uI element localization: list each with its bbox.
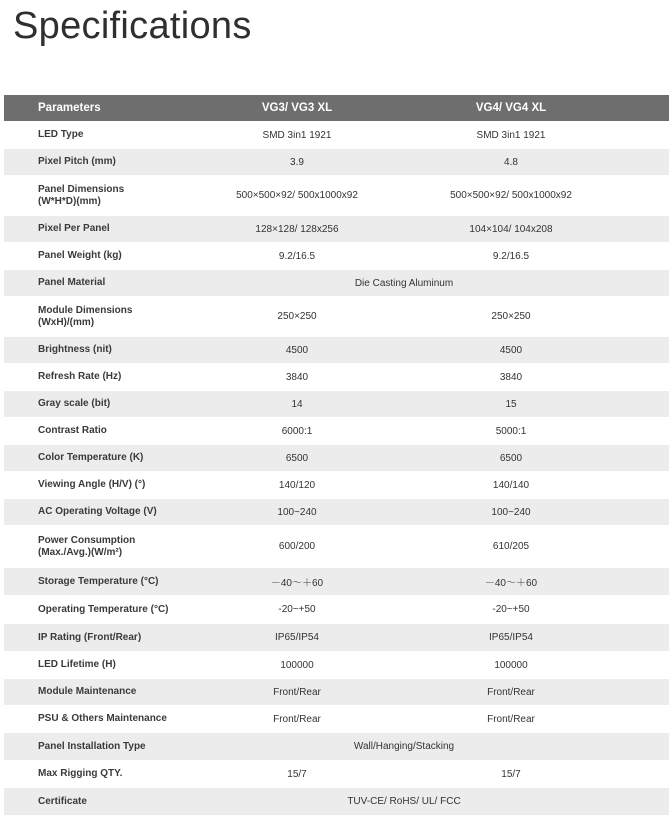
vg3-value: 4500	[285, 344, 309, 356]
param-label: IP Rating (Front/Rear)	[38, 631, 142, 643]
vg3-value: 500×500×92/ 500x1000x92	[236, 190, 358, 201]
vg3-value: 14	[291, 398, 303, 410]
vg4-value: 140/140	[492, 479, 530, 491]
vg3-value: Front/Rear	[273, 713, 321, 725]
vg4-value: 15	[505, 398, 517, 410]
merged-value: Die Casting Aluminum	[354, 277, 454, 289]
table-row	[4, 679, 669, 706]
vg4-value: 9.2/16.5	[492, 250, 530, 262]
table-row	[4, 761, 669, 788]
vg4-value: 3840	[499, 371, 523, 383]
table-row	[4, 472, 669, 499]
merged-value: Wall/Hanging/Stacking	[353, 741, 455, 752]
param-label: Panel Weight (kg)	[38, 250, 122, 261]
param-label: Pixel Per Panel	[38, 223, 110, 234]
vg4-value: 100~240	[491, 506, 531, 518]
table-row	[4, 418, 669, 445]
table-row	[4, 568, 669, 596]
param-label: LED Type	[38, 129, 84, 140]
param-label: Panel Dimensions (W*H*D)(mm)	[38, 183, 125, 207]
table-row	[4, 624, 669, 652]
vg3-value: －40～＋60	[270, 578, 324, 589]
vg4-value: 4500	[499, 344, 523, 356]
table-row	[4, 176, 669, 216]
param-label: Certificate	[38, 795, 87, 807]
param-label: Max Rigging QTY.	[38, 768, 123, 779]
table-row	[4, 733, 669, 761]
vg4-value: 4.8	[504, 156, 518, 168]
table-row	[4, 499, 669, 526]
table-row	[4, 337, 669, 364]
vg3-value: 6000:1	[281, 425, 313, 437]
merged-value: TUV-CE/ RoHS/ UL/ FCC	[347, 796, 461, 807]
vg3-value: SMD 3in1 1921	[262, 129, 332, 141]
vg4-value: －40～＋60	[484, 578, 538, 589]
vg4-value: 6500	[499, 452, 523, 464]
vg4-value: IP65/IP54	[489, 632, 533, 643]
vg3-value: -20~+50	[278, 604, 316, 615]
vg3-value: 9.2/16.5	[278, 250, 316, 262]
param-label: Gray scale (bit)	[38, 398, 111, 409]
table-body	[4, 122, 669, 816]
param-label: LED Lifetime (H)	[38, 659, 116, 670]
vg3-value: 100~240	[277, 506, 317, 518]
vg4-value: 15/7	[501, 768, 521, 780]
param-label: Panel Material	[38, 277, 106, 288]
vg4-value: Front/Rear	[487, 686, 535, 698]
vg3-value: 6500	[285, 452, 309, 464]
table-row	[4, 216, 669, 243]
table-row	[4, 596, 669, 624]
table-row	[4, 526, 669, 568]
vg3-value: 100000	[280, 659, 314, 671]
vg4-value: SMD 3in1 1921	[476, 129, 546, 141]
table-row	[4, 122, 669, 149]
table-row	[4, 243, 669, 270]
param-label: Refresh Rate (Hz)	[38, 371, 122, 382]
table-row	[4, 149, 669, 176]
vg4-value: 100000	[494, 659, 528, 671]
vg3-value: 3840	[285, 371, 309, 383]
table-row	[4, 788, 669, 816]
vg4-value: Front/Rear	[487, 713, 535, 725]
vg4-value: 610/205	[492, 541, 530, 552]
vg3-value: 600/200	[278, 541, 316, 552]
param-label: Operating Temperature (°C)	[38, 603, 169, 615]
param-label: PSU & Others Maintenance	[38, 713, 167, 724]
table-row	[4, 445, 669, 472]
vg4-value: 5000:1	[495, 425, 527, 437]
vg4-value: 250×250	[491, 311, 531, 322]
param-label: Module Maintenance	[38, 686, 137, 697]
param-label: Pixel Pitch (mm)	[38, 156, 116, 167]
vg3-value: IP65/IP54	[275, 632, 319, 643]
param-label: Color Temperature (K)	[38, 452, 144, 463]
param-label: Viewing Angle (H/V) (°)	[38, 479, 146, 490]
page-title: Specifications	[13, 5, 252, 47]
header-vg3: VG3/ VG3 XL	[261, 102, 333, 114]
table-row	[4, 297, 669, 337]
vg3-value: 140/120	[278, 479, 316, 491]
header-parameters: Parameters	[38, 102, 101, 114]
param-label: Contrast Ratio	[38, 425, 107, 436]
param-label: Brightness (nit)	[38, 344, 112, 355]
vg3-value: 3.9	[290, 156, 304, 168]
table-row	[4, 391, 669, 418]
param-label: Module Dimensions (WxH)/(mm)	[38, 304, 133, 328]
param-label: AC Operating Voltage (V)	[38, 506, 157, 517]
table-row	[4, 706, 669, 733]
table-row	[4, 270, 669, 297]
vg4-value: -20~+50	[492, 604, 530, 615]
table-row	[4, 364, 669, 391]
table-row	[4, 652, 669, 679]
table-header-row	[4, 95, 669, 122]
param-label: Power Consumption (Max./Avg.)(W/m²)	[38, 534, 136, 558]
param-label: Storage Temperature (°C)	[38, 575, 159, 587]
vg4-value: 500×500×92/ 500x1000x92	[450, 190, 572, 201]
param-label: Panel Installation Type	[38, 740, 146, 752]
vg4-value: 104×104/ 104x208	[469, 223, 553, 235]
header-vg4: VG4/ VG4 XL	[475, 102, 547, 114]
vg3-value: 250×250	[277, 311, 317, 322]
specifications-table	[4, 95, 669, 816]
vg3-value: 15/7	[287, 768, 307, 780]
vg3-value: 128×128/ 128x256	[255, 223, 339, 235]
vg3-value: Front/Rear	[273, 686, 321, 698]
